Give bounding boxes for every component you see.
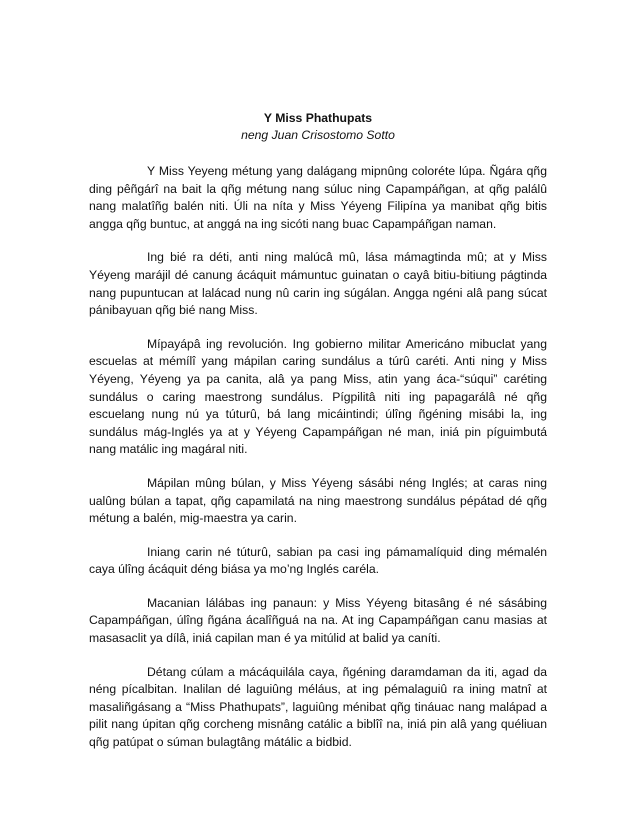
- document-author-line: neng Juan Crisostomo Sotto: [241, 128, 395, 142]
- paragraph-5: Iniang carin né túturû, sabian pa casi ing pámamalíquid ding mémalén caya úlîng ácáquit déng biása ya mo’ng Inglés caréla.: [89, 544, 547, 577]
- paragraph-1: Y Miss Yeyeng métung yang dalágang mipnûng coloréte lúpa. Ñgára qñg ding pêñgárî na bait la qñg métung nang súluc ning Capampáñgan, at qñg palálû nang malatîñg balén niti. Úli na níta y Miss Yéyeng Filipína ya manibat qñg bitis angga qñg buntuc, at anggá na ing sicóti nang buac Capampáñgan naman.: [89, 164, 547, 231]
- paragraph-4: Mápilan mûng búlan, y Miss Yéyeng sásábi néng Inglés; at caras ning ualûng búlan a tapat, qñg capamilatá na ning maestrong sundálus pépátad dé qñg métung a balén, mig-maestra ya carin.: [89, 475, 547, 526]
- paragraph-2: Ing bié ra déti, anti ning malúcâ mû, lása mámagtinda mû; at y Miss Yéyeng marájil dé canung ácáquit mámuntuc guinatan o cayâ bitiu-bitiung págtinda nang pupuntucan at lalácad nung nû carin ing súgálan. Angga ngéni alâ pang súcat pánibayuan qñg bié nang Miss.: [89, 250, 547, 318]
- paragraph-3: Mípayápâ ing revolución. Ing gobierno militar Americáno mibuclat yang escuelas at mémílî yang mápilan caring sundálus a túrû caréti. Anti ning y Miss Yéyeng, Yéyeng ya pa canita, alâ ya pang Miss, atin yang áca-“súqui” caréting sundálus o caring maestrong sundálus. Pígpilitâ niti ing papagarálâ né qñg escuelang nung nú ya túturû, bá lang micáintindi; úlîng ñgéning misábi la, ing sundálus mág-Inglés ya at y Yéyeng Capampáñgan né man, iniá pin píguimbutá nang matálic ing magáral niti.: [89, 336, 547, 457]
- document-title: Y Miss Phathupats: [263, 111, 373, 125]
- paragraph-6: Macanian lálábas ing panaun: y Miss Yéyeng bitasâng é né sásábing Capampáñgan, úlîng ñgána ácalîñguá na na. At ing Capampáñgan canu masias at masasaclit ya dílâ, iniá capilan man é ya mitúlid at balid ya caníti.: [89, 595, 547, 646]
- paragraph-7: Détang cúlam a mácáquilála caya, ñgéning daramdaman da iti, agad da néng pícalbitan. Inalilan dé laguiûng méláus, at ing pémalaguiû ra ining matnî at masaliñgásang a “Miss Phathupats”, laguiûng ménibat qñg tináuac nang malápad a pilit nang úpitan qñg corcheng misnâng catálic a biblîî na, iniá pin alâ yang quéliuan qñg patúpat o súman bulagtâng mátálic a bidbid.: [89, 664, 547, 750]
- document-page: [89, 110, 547, 768]
